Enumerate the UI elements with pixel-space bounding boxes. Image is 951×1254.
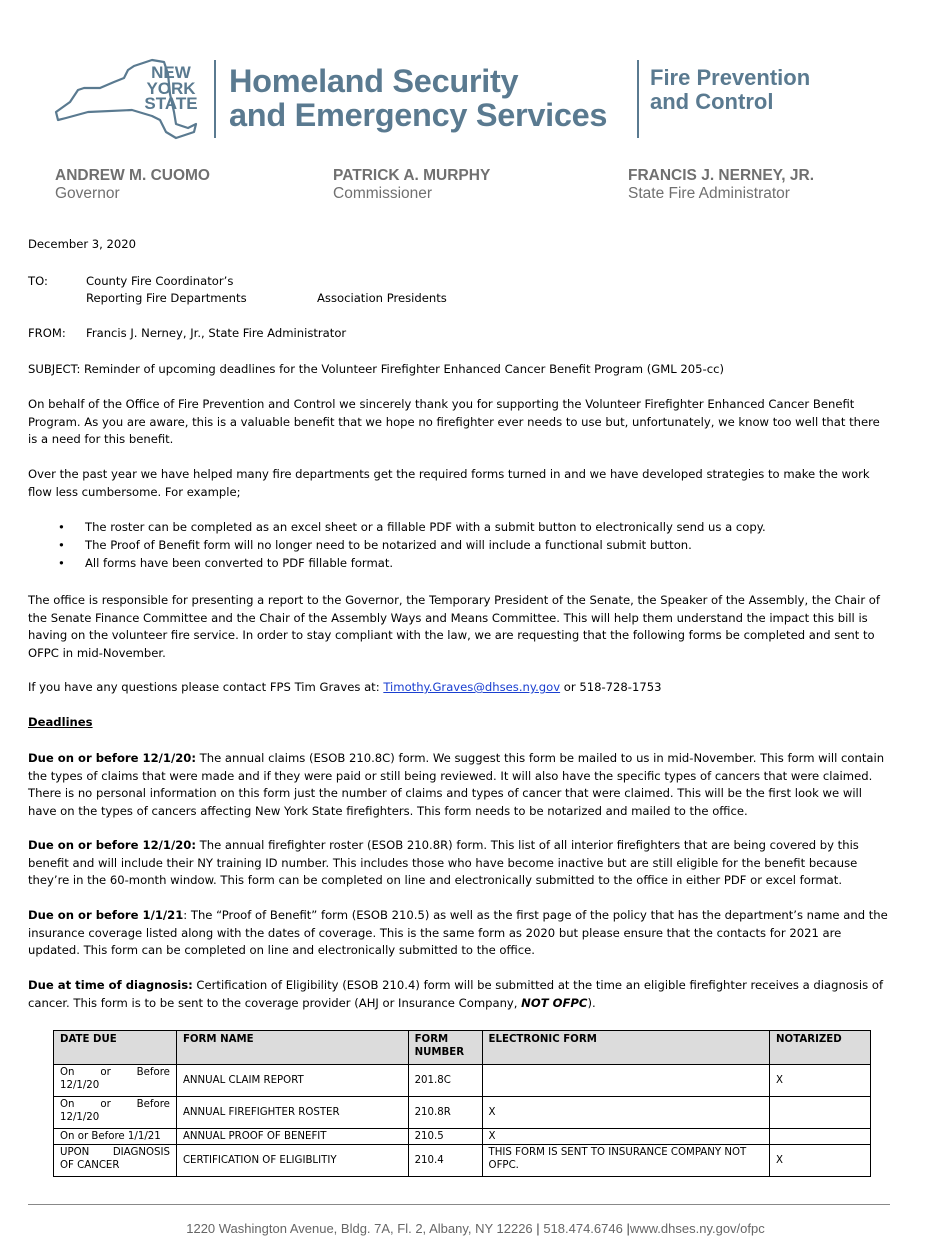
footer-url[interactable]: www.dhses.ny.gov/ofpc (629, 1221, 765, 1236)
electronic-form-cell (482, 1065, 769, 1097)
agency-name: Homeland Security and Emergency Services (229, 63, 608, 133)
subject-line (28, 361, 724, 379)
official-commissioner (333, 167, 490, 203)
official-name: FRANCIS J. NERNEY, JR. (628, 167, 815, 184)
memo-date: December 3, 2020 (28, 237, 137, 251)
footer-phone: 518.474.6746 (543, 1221, 623, 1236)
footer-divider (28, 1204, 890, 1205)
official-name: ANDREW M. CUOMO (55, 167, 210, 184)
to-recipient-1: County Fire Coordinator’s (86, 274, 234, 288)
to-recipient-3: Association Presidents (317, 291, 447, 305)
deadline-claims: Due on or before 12/1/20: The annual claims (ESOB 210.8C) form. We suggest this form be mailed to us in mid-November. This form will contain the types of claims that were made and if they were paid or still being reviewed. It will also have the specific types of cancers that were claimed. There is no personal information on this form just the number of claims and types of cancer that were claimed. This will be the first look we will have on the types of cancers affecting New York State firefighters. This form needs to be notarized and mailed to the office. (28, 751, 885, 818)
form-name-cell: ANNUAL CLAIM REPORT (176, 1065, 408, 1097)
footer-contact (0, 1221, 951, 1236)
deadline-diagnosis: Due at time of diagnosis: Certification of Eligibility (ESOB 210.4) form will be submitted at the time an eligible firefighter receives a diagnosis of cancer. This form is to be sent to the coverage provider (AHJ or Insurance Company, NOT OFPC). (28, 978, 884, 1010)
column-header: NOTARIZED (770, 1031, 871, 1065)
official-title: Commissioner (333, 185, 433, 202)
subject-label: SUBJECT: (28, 362, 81, 376)
list-item: • The roster can be completed as an excel sheet or a fillable PDF with a submit button to electronically send us a copy. (28, 519, 766, 537)
strategies-paragraph: Over the past year we have helped many fire departments get the required forms turned in and we have developed strategies to make the work flow less cumbersome. For example; (28, 467, 870, 499)
office-divider (637, 60, 639, 138)
form-number-cell: 210.8R (408, 1097, 482, 1129)
table-header-row (54, 1031, 871, 1065)
nys-logo-text: NEW YORK STATE (144, 63, 198, 113)
notarized-cell (770, 1097, 871, 1129)
logo-divider (214, 60, 216, 138)
date-due-cell: On or Before 1/1/21 (54, 1129, 177, 1145)
to-label: TO: (28, 274, 48, 288)
subject-value: Reminder of upcoming deadlines for the Volunteer Firefighter Enhanced Cancer Benefit Program (GML 205-cc) (84, 362, 725, 376)
deadlines-heading: Deadlines (28, 715, 93, 729)
date-due-cell: UPON DIAGNOSIS OF CANCER (54, 1145, 177, 1177)
official-title: State Fire Administrator (628, 185, 790, 202)
from-value: Francis J. Nerney, Jr., State Fire Administrator (86, 326, 347, 340)
form-name-cell: CERTIFICATION OF ELIGIBLITIY (176, 1145, 408, 1177)
form-number-cell: 210.5 (408, 1129, 482, 1145)
deadline-roster: Due on or before 12/1/20: The annual firefighter roster (ESOB 210.8R) form. This list of all interior firefighters that are being covered by this benefit and will include their NY training ID number. This includes those who have become inactive but are still eligible for the benefit because they’re in the 60-month window. This form can be completed on line and electronically submitted to the office in either PDF or excel format. (28, 838, 859, 888)
official-title: Governor (55, 185, 120, 202)
form-name-cell: ANNUAL FIREFIGHTER ROSTER (176, 1097, 408, 1129)
table-row (54, 1065, 871, 1097)
official-name: PATRICK A. MURPHY (333, 167, 491, 184)
table-row (54, 1129, 871, 1145)
footer-separator: | (626, 1221, 630, 1236)
column-header: ELECTRONIC FORM (482, 1031, 769, 1065)
report-paragraph: The office is responsible for presenting a report to the Governor, the Temporary President of the Senate, the Speaker of the Assembly, the Chair of the Senate Finance Committee and the Chair of the Assembly Ways and Means Committee. This will help them understand the impact this bill is having on the volunteer fire service. In order to stay compliant with the law, we are requesting that the following forms be completed and sent to OFPC in mid-November. (28, 593, 880, 660)
table-row (54, 1097, 871, 1129)
official-fire-administrator (628, 167, 814, 203)
form-name-cell: ANNUAL PROOF OF BENEFIT (176, 1129, 408, 1145)
list-item: • The Proof of Benefit form will no longer need to be notarized and will include a functional submit button. (28, 537, 766, 555)
deadline-proof-of-benefit: Due on or before 1/1/21: The “Proof of Benefit” form (ESOB 210.5) as well as the first page of the policy that has the department’s name and the insurance coverage listed along with the dates of coverage. This is the same form as 2020 but please ensure that the contacts for 2021 are updated. This form can be completed on line and electronically submitted to the office. (28, 908, 888, 958)
office-name: Fire Prevention and Control (650, 65, 811, 114)
notarized-cell: X (770, 1065, 871, 1097)
contact-email-link[interactable]: Timothy.Graves@dhses.ny.gov (383, 680, 561, 694)
form-number-cell: 210.4 (408, 1145, 482, 1177)
forms-table (53, 1030, 871, 1177)
intro-paragraph: On behalf of the Office of Fire Prevention and Control we sincerely thank you for supporting the Volunteer Firefighter Enhanced Cancer Benefit Program. As you are aware, this is a valuable benefit that we hope no firefighter ever needs to use but, unfortunately, we know too well that there is a need for this benefit. (28, 397, 880, 447)
electronic-form-cell: X (482, 1129, 769, 1145)
from-label: FROM: (28, 326, 66, 340)
column-header: DATE DUE (54, 1031, 177, 1065)
notarized-cell (770, 1129, 871, 1145)
list-item: • All forms have been converted to PDF fillable format. (28, 555, 766, 573)
column-header: FORM NAME (176, 1031, 408, 1065)
date-due-cell: On or Before 12/1/20 (54, 1065, 177, 1097)
footer-address: 1220 Washington Avenue, Bldg. 7A, Fl. 2, Albany, NY 12226 (186, 1221, 533, 1236)
date-due-cell: On or Before 12/1/20 (54, 1097, 177, 1129)
official-governor (55, 167, 210, 203)
contact-line: If you have any questions please contact FPS Tim Graves at: Timothy.Graves@dhses.ny.gov or 518-728-1753 (28, 680, 662, 694)
electronic-form-cell: X (482, 1097, 769, 1129)
form-number-cell: 201.8C (408, 1065, 482, 1097)
strategies-list (28, 519, 766, 573)
notarized-cell: X (770, 1145, 871, 1177)
to-recipient-2: Reporting Fire Departments (86, 291, 247, 305)
table-row (54, 1145, 871, 1177)
footer-separator: | (536, 1221, 540, 1236)
column-header: FORM NUMBER (408, 1031, 482, 1065)
electronic-form-cell: THIS FORM IS SENT TO INSURANCE COMPANY NOT OFPC. (482, 1145, 769, 1177)
